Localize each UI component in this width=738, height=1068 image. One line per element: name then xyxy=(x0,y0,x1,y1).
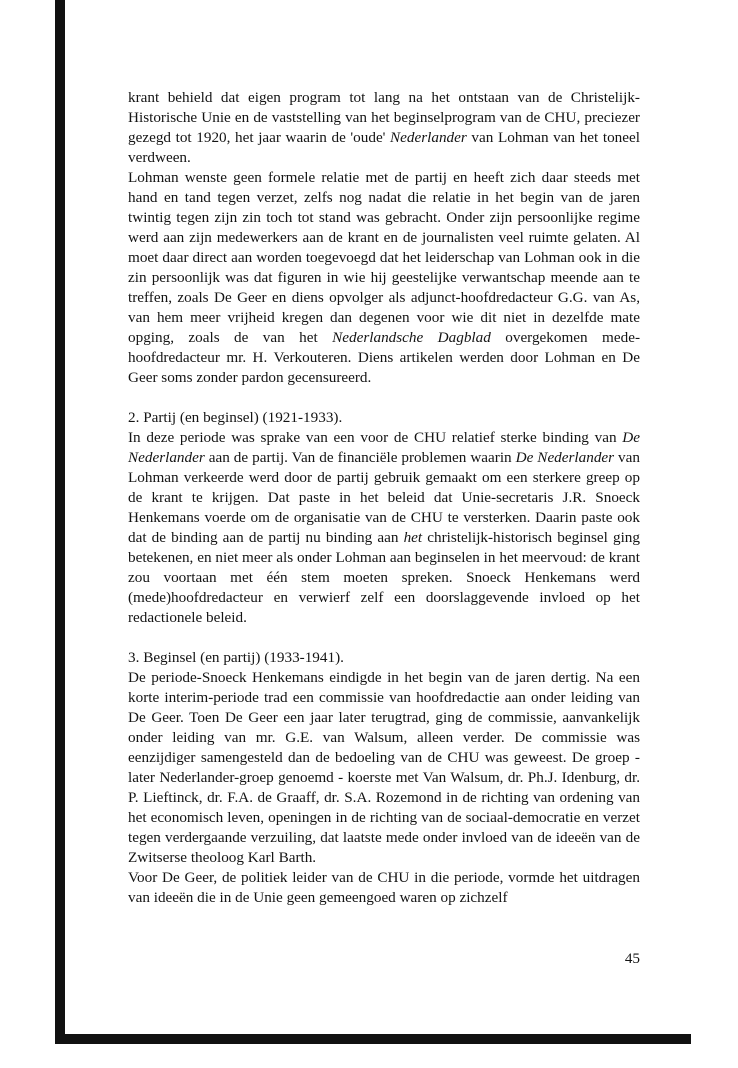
italic-title: Nederlandsche Dagblad xyxy=(332,329,491,346)
body-text xyxy=(128,88,640,908)
scan-edge-left xyxy=(55,0,65,1044)
italic-title: De Nederlander xyxy=(128,429,640,466)
paragraph: In deze periode was sprake van een voor de CHU relatief sterke binding van De Nederlander aan de partij. Van de financiële problemen waarin De Nederlander van Lohman verkeerde werd door de partij gebruik gemaakt om een sterkere greep op de krant te krijgen. Dat paste in het beleid dat Unie-secretaris J.R. Snoeck Henkemans voerde om de organisatie van de CHU te versterken. Daarin paste ook dat de binding aan de partij nu binding aan het christelijk-historisch beginsel ging betekenen, en niet meer als onder Lohman aan beginselen in het meervoud: de krant zou voortaan met één stem moeten spreken. Snoeck Henkemans werd (mede)hoofdredacteur en verwierf zelf een doorslaggevende invloed op het redactionele beleid. xyxy=(128,429,640,626)
paragraph: 3. Beginsel (en partij) (1933-1941). xyxy=(128,649,344,666)
paragraph: 2. Partij (en beginsel) (1921-1933). xyxy=(128,409,343,426)
italic-title: Nederlander xyxy=(390,129,467,146)
paragraph-gap xyxy=(128,388,640,408)
italic-title: De Nederlander xyxy=(515,449,615,466)
paragraph-gap xyxy=(128,628,640,648)
italic-title: het xyxy=(403,529,423,546)
paragraph: krant behield dat eigen program tot lang na het ontstaan van de Christelijk-Historische Unie en de vaststelling van het beginselprogram van de CHU, preciezer gezegd tot 1920, het jaar waarin de 'oude' Nederlander van Lohman van het toneel verdween. xyxy=(128,89,640,166)
paragraph: De periode-Snoeck Henkemans eindigde in het begin van de jaren dertig. Na een korte interim-periode trad een commissie van hoofdredactie aan onder leiding van De Geer. Toen De Geer een jaar later terugtrad, ging de commissie, aanvankelijk onder leiding van mr. G.E. van Walsum, alleen verder. De commissie was eenzijdiger samengesteld dan de bedoeling van de CHU was geweest. De groep - later Nederlander-groep genoemd - koerste met Van Walsum, dr. Ph.J. Idenburg, dr. P. Lieftinck, dr. F.A. de Graaff, dr. S.A. Rozemond in de richting van ordening van het economisch leven, openingen in de richting van de sociaal-democratie en verzet tegen verdergaande verzuiling, dat laatste mede onder invloed van de ideeën van de Zwitserse theoloog Karl Barth. xyxy=(128,669,640,866)
paragraph: Voor De Geer, de politiek leider van de CHU in die periode, vormde het uitdragen van ideeën die in de Unie geen gemeengoed waren op zichzelf xyxy=(128,869,640,906)
page-number: 45 xyxy=(624,950,640,967)
scan-edge-bottom xyxy=(55,1034,691,1044)
paragraph: Lohman wenste geen formele relatie met de partij en heeft zich daar steeds met hand en tand tegen verzet, zelfs nog nadat die relatie in het begin van de jaren twintig tegen zijn zin toch tot stand was gebracht. Onder zijn persoonlijke regime werd aan zijn medewerkers aan de krant en de journalisten veel ruimte gelaten. Al moet daar direct aan worden toegevoegd dat het leiderschap van Lohman ook in die zin persoonlijk was dat figuren in wie hij geestelijke verwantschap meende aan te treffen, zoals De Geer en diens opvolger als adjunct-hoofdredacteur G.G. van As, van hem meer vrijheid kregen dan degenen voor wie dit niet in dezelfde mate opging, zoals de van het Nederlandsche Dagblad overgekomen mede-hoofdredacteur mr. H. Verkouteren. Diens artikelen werden door Lohman en De Geer soms zonder pardon gecensureerd. xyxy=(128,169,641,386)
